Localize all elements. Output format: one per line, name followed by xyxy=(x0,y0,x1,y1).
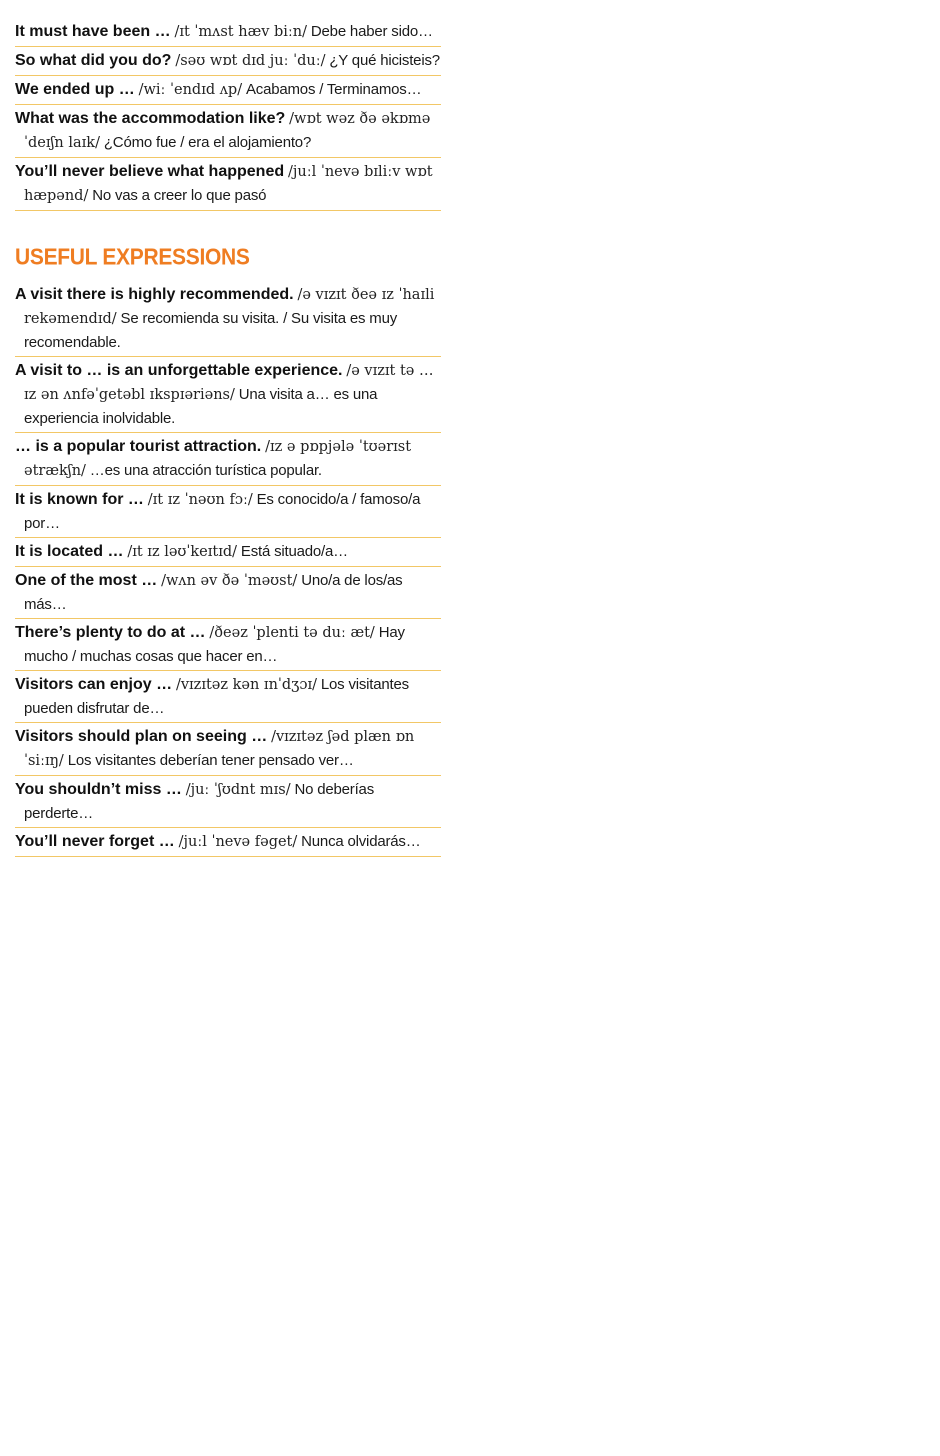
list-item xyxy=(15,433,441,486)
list-item xyxy=(15,723,441,776)
list-item xyxy=(15,158,441,211)
phrase-text: … is a popular tourist attraction. xyxy=(15,438,262,455)
phonetic-text: /juː ˈʃʊdnt mɪs/ xyxy=(185,782,291,798)
phrase-text: Visitors can enjoy … xyxy=(15,676,173,693)
translation-text: No vas a creer lo que pasó xyxy=(92,187,267,204)
list-item xyxy=(15,18,441,47)
list-item xyxy=(15,281,441,357)
phonetic-text: /səʊ wɒt dɪd juː ˈduː/ xyxy=(175,53,326,69)
translation-text: Debe haber sido… xyxy=(310,23,433,40)
list-item xyxy=(15,538,441,567)
translation-text: …es una atracción turística popular. xyxy=(89,462,322,479)
list-item xyxy=(15,776,441,828)
phrase-text: You’ll never forget … xyxy=(15,833,175,850)
phrase-text: We ended up … xyxy=(15,81,135,98)
phonetic-text: /ðeəz ˈplenti tə duː æt/ xyxy=(209,625,375,641)
useful-expressions-list xyxy=(15,281,441,857)
list-item xyxy=(15,357,441,433)
list-item xyxy=(15,567,441,619)
phonetic-text: /juːl ˈnevə fəget/ xyxy=(178,834,298,850)
phrase-list-column xyxy=(15,18,441,857)
phonetic-text: /wiː ˈendɪd ʌp/ xyxy=(138,82,243,98)
translation-text: Se recomienda su visita. / Su visita es muy recomendable. xyxy=(24,310,398,351)
phonetic-text: /vɪzɪtəz kən ɪnˈdʒɔɪ/ xyxy=(175,677,318,693)
translation-text: Los visitantes deberían tener pensado ver… xyxy=(67,752,354,769)
translation-text: Una visita a… es una experiencia inolvidable. xyxy=(24,386,378,427)
section-heading: USEFUL EXPRESSIONS xyxy=(15,245,250,270)
phonetic-text: /ɪz ə pɒpjələ ˈtʊərɪst ətrækʃn/ xyxy=(24,439,412,479)
phonetic-text: /ɪt ˈmʌst hæv biːn/ xyxy=(174,24,308,40)
phrase-text: It is located … xyxy=(15,543,124,560)
phonetic-text: /juːl ˈnevə bɪliːv wɒt hæpənd/ xyxy=(24,164,433,204)
list-item xyxy=(15,828,441,857)
phonetic-text: /ə vɪzɪt tə … ɪz ən ʌnfəˈgetəbl ɪkspɪəriəns/ xyxy=(24,363,434,403)
phrase-text: A visit there is highly recommended. xyxy=(15,286,294,303)
phrase-text: It is known for … xyxy=(15,491,144,508)
phonetic-text: /ɪt ɪz ˈnəʊn fɔː/ xyxy=(147,492,253,508)
list-item xyxy=(15,47,441,76)
phonetic-text: /wɒt wəz ðə əkɒməˈdeɪʃn laɪk/ xyxy=(24,111,431,151)
phrase-text: What was the accommodation like? xyxy=(15,110,286,127)
list-item xyxy=(15,105,441,158)
translation-text: Uno/a de los/as más… xyxy=(24,572,403,613)
phonetic-text: /ɪt ɪz ləʊˈkeɪtɪd/ xyxy=(127,544,238,560)
translation-text: Acabamos / Terminamos… xyxy=(245,81,422,98)
list-item xyxy=(15,671,441,723)
phonetic-text: /ə vɪzɪt ðeə ɪz ˈhaɪli rekəmendɪd/ xyxy=(24,287,435,327)
phrase-text: It must have been … xyxy=(15,23,171,40)
translation-text: No deberías perderte… xyxy=(24,781,375,822)
phrase-text: A visit to … is an unforgettable experience. xyxy=(15,362,343,379)
list-item xyxy=(15,619,441,671)
phonetic-text: /wʌn əv ðə ˈməʊst/ xyxy=(161,573,298,589)
phrase-text: So what did you do? xyxy=(15,52,172,69)
list-item xyxy=(15,486,441,538)
top-phrase-list xyxy=(15,18,441,211)
phrase-text: You shouldn’t miss … xyxy=(15,781,182,798)
phrase-text: There’s plenty to do at … xyxy=(15,624,206,641)
phrase-text: Visitors should plan on seeing … xyxy=(15,728,268,745)
translation-text: Está situado/a… xyxy=(240,543,348,560)
translation-text: Nunca olvidarás… xyxy=(301,833,421,850)
translation-text: Es conocido/a / famoso/a por… xyxy=(24,491,421,532)
list-item xyxy=(15,76,441,105)
phonetic-text: /vɪzɪtəz ʃəd plæn ɒn ˈsiːɪŋ/ xyxy=(24,729,415,769)
phrase-text: You’ll never believe what happened xyxy=(15,163,285,180)
translation-text: Hay mucho / muchas cosas que hacer en… xyxy=(24,624,405,665)
phrase-text: One of the most … xyxy=(15,572,158,589)
translation-text: ¿Cómo fue / era el alojamiento? xyxy=(103,134,312,151)
translation-text: Los visitantes pueden disfrutar de… xyxy=(24,676,409,717)
translation-text: ¿Y qué hicisteis? xyxy=(329,52,440,69)
